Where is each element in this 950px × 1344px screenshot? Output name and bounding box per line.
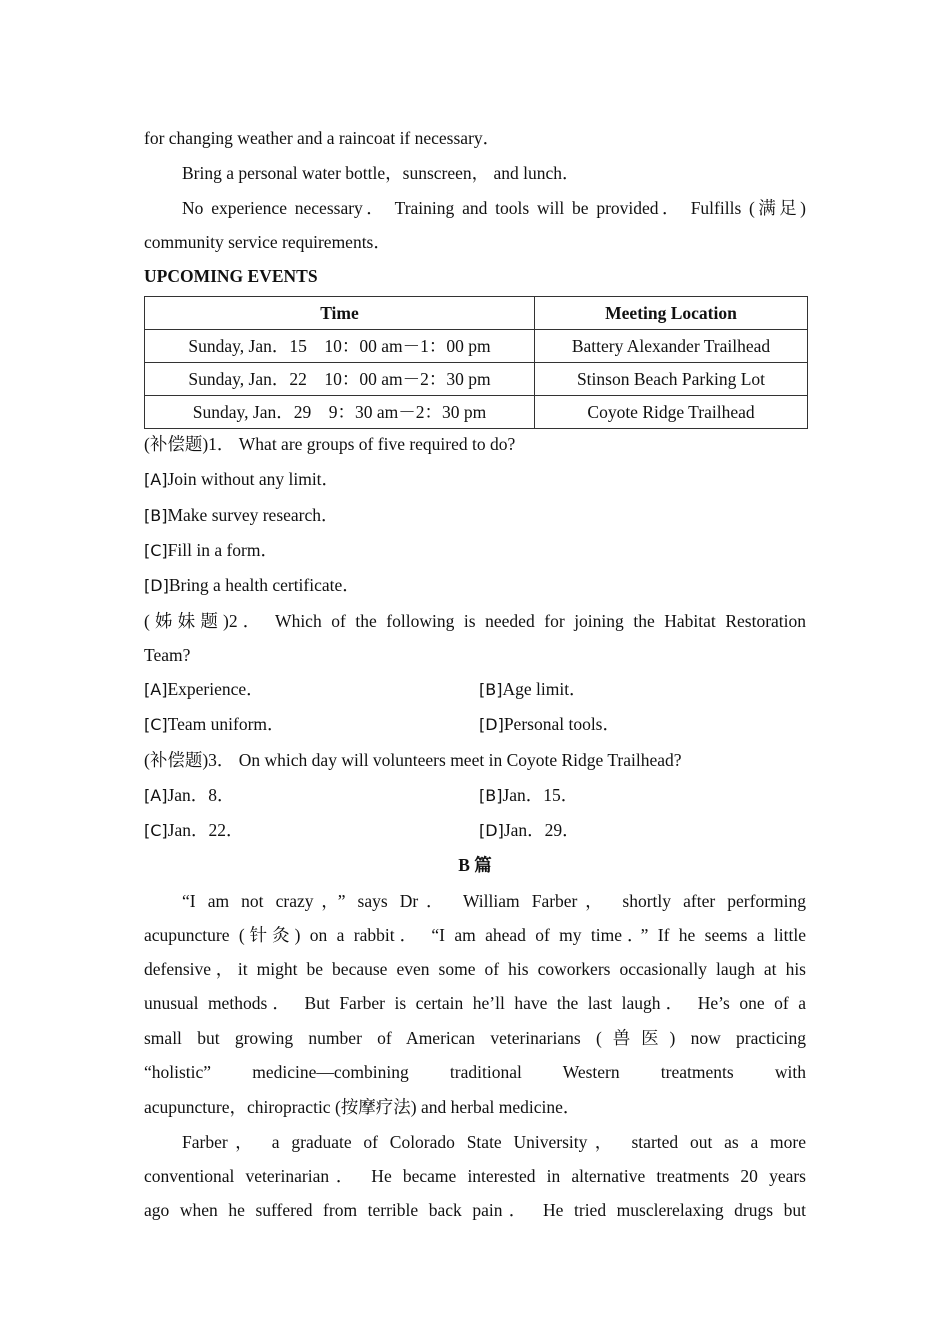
option-letter: [B] [144,506,168,525]
option-letter: [C] [144,821,168,840]
table-row [145,396,808,429]
option-text: Jan．15． [502,785,579,805]
q1-option-b[interactable] [144,504,339,527]
passage-line: defensive，it might be because even some of his coworkers occasionally laugh at his [144,959,806,979]
option-text: Jan．29． [503,820,580,840]
option-text: Fill in a form． [167,540,278,560]
option-letter: [C] [144,715,168,734]
option-letter: [B] [479,680,503,699]
intro-line-3: No experience necessary． Training and tools will be provided． Fulfills (满足) [182,198,806,218]
event-time: Sunday, Jan．15 10：00 am－1：00 pm [145,330,535,363]
q2-option-a[interactable] [144,678,264,701]
option-text: Bring a health certificate． [168,575,360,595]
q2-option-d[interactable] [479,713,620,736]
column-header-time: Time [145,297,535,330]
passage-line: small but growing number of American veterinarians (兽医) now practicing [144,1028,806,1048]
option-text: Jan．22． [167,820,244,840]
table-header-row [145,297,808,330]
option-letter: [C] [144,541,168,560]
q3-option-d[interactable] [479,819,580,842]
events-table [144,296,808,429]
option-text: Team uniform． [167,714,285,734]
passage-line: acupuncture，chiropractic (按摩疗法) and herbal medicine． [144,1097,581,1117]
q1-option-a[interactable] [144,468,339,491]
option-text: Age limit． [502,679,587,699]
event-time: Sunday, Jan．22 10：00 am－2：30 pm [145,363,535,396]
column-header-location: Meeting Location [535,297,808,330]
event-time: Sunday, Jan．29 9：30 am－2：30 pm [145,396,535,429]
option-letter: [B] [479,786,503,805]
passage-line: “I am not crazy，” says Dr． William Farber， shortly after performing [182,891,806,911]
passage-line: acupuncture (针灸) on a rabbit． “I am ahead of my time．” If he seems a little [144,925,806,945]
question-3 [144,749,806,771]
passage-line: conventional veterinarian． He became interested in alternative treatments 20 years [144,1166,806,1186]
option-letter: [D] [479,715,504,734]
passage-line: ago when he suffered from terrible back pain． He tried musclerelaxing drugs but [144,1200,806,1220]
question-prefix: (补偿题)1． [144,434,235,454]
q3-option-a[interactable] [144,784,235,807]
question-prefix: (姊妹题)2． [144,611,266,631]
question-2 [144,610,806,632]
event-location: Battery Alexander Trailhead [535,330,808,363]
option-text: Personal tools． [503,714,620,734]
option-text: Experience． [167,679,264,699]
passage-line: Farber， a graduate of Colorado State University， started out as a more [182,1132,806,1152]
option-letter: [A] [144,680,168,699]
question-text: Which of the following is needed for joining the Habitat Restoration [275,611,807,631]
question-2-continued: Team? [144,645,191,665]
question-text: On which day will volunteers meet in Coyote Ridge Trailhead? [238,750,682,770]
event-location: Stinson Beach Parking Lot [535,363,808,396]
intro-line-1: for changing weather and a raincoat if necessary． [144,128,501,148]
option-letter: [D] [144,576,169,595]
intro-line-2: Bring a personal water bottle，sunscreen， and lunch． [182,163,580,183]
table-row [145,363,808,396]
passage-line: “holistic” medicine—combining traditional Western treatments with [144,1062,806,1082]
question-text: What are groups of five required to do? [238,434,516,454]
passage-b-title: B 篇 [458,855,492,875]
events-heading: UPCOMING EVENTS [144,266,318,286]
option-text: Make survey research． [167,505,339,525]
option-text: Jan．8． [167,785,235,805]
table-row [145,330,808,363]
q1-option-c[interactable] [144,539,278,562]
option-letter: [A] [144,470,168,489]
event-location: Coyote Ridge Trailhead [535,396,808,429]
passage-line: unusual methods． But Farber is certain he’ll have the last laugh． He’s one of a [144,993,806,1013]
intro-line-4: community service requirements． [144,232,391,252]
q3-option-c[interactable] [144,819,243,842]
q3-option-b[interactable] [479,784,578,807]
q2-option-c[interactable] [144,713,285,736]
option-letter: [D] [479,821,504,840]
option-letter: [A] [144,786,168,805]
q1-option-d[interactable] [144,574,360,597]
question-prefix: (补偿题)3． [144,750,235,770]
q2-option-b[interactable] [479,678,587,701]
question-1 [144,433,806,455]
option-text: Join without any limit． [167,469,340,489]
